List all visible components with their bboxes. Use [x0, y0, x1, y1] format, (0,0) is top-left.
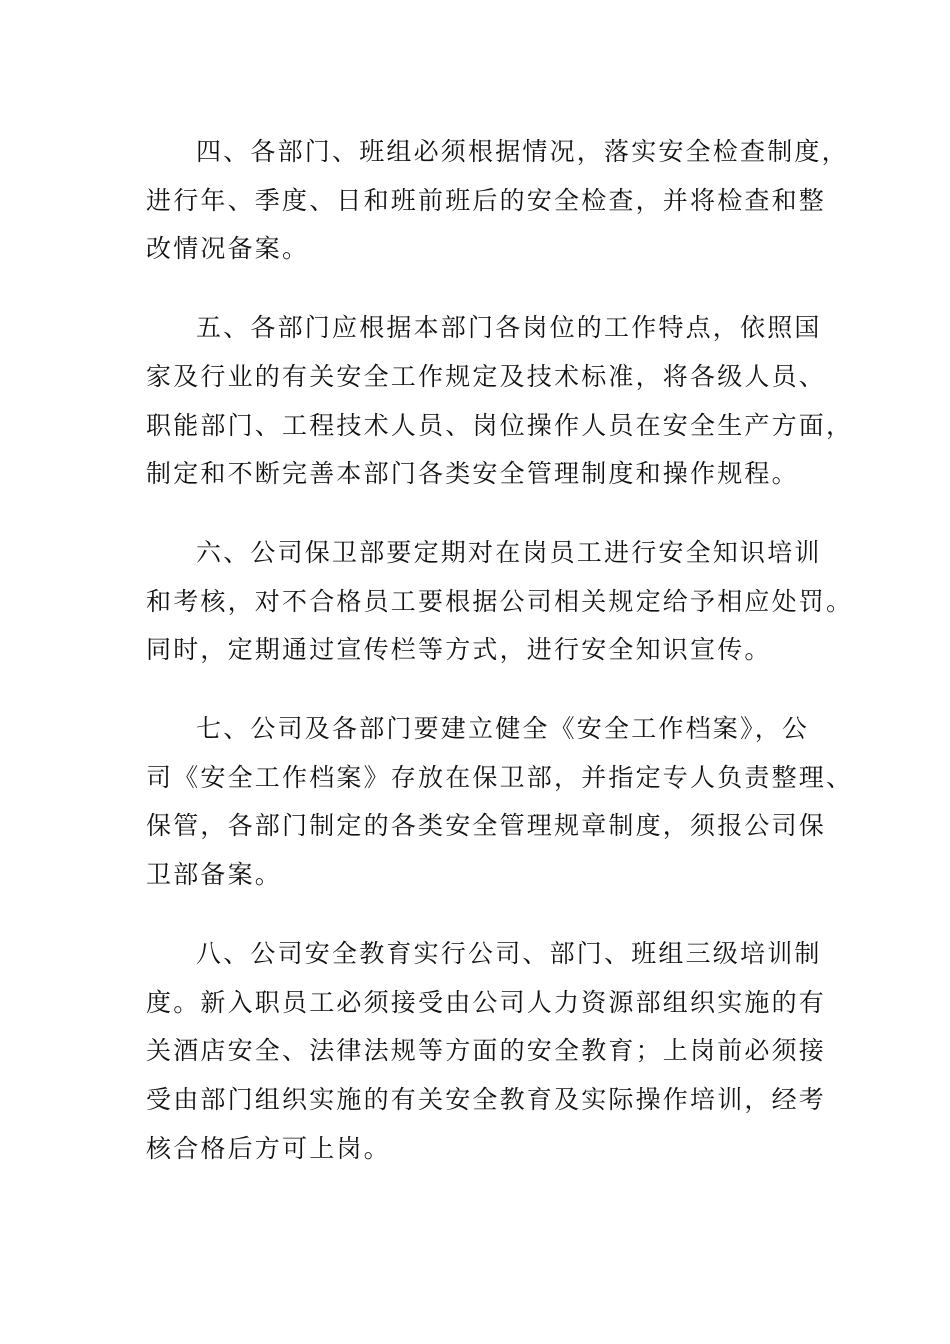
paragraph-7: [146, 705, 854, 900]
paragraph-line: 和考核，对不合格员工要根据公司相关规定给予相应处罚。: [146, 586, 854, 616]
paragraph-line: 职能部门、工程技术人员、岗位操作人员在安全生产方面，: [146, 410, 854, 440]
paragraph-line: 五、各部门应根据本部门各岗位的工作特点，依照国: [196, 313, 822, 343]
paragraph-line: 六、公司保卫部要定期对在岗员工进行安全知识培训: [196, 537, 822, 567]
paragraph-line: 改情况备案。: [146, 234, 310, 264]
paragraph-line: 家及行业的有关安全工作规定及技术标准，将各级人员、: [146, 361, 827, 391]
paragraph-line: 七、公司及各部门要建立健全《安全工作档案》，公: [196, 714, 810, 744]
paragraph-line: 受由部门组织实施的有关安全教育及实际操作培训，经考: [146, 1084, 827, 1114]
paragraph-line: 核合格后方可上岗。: [146, 1133, 391, 1163]
paragraph-6: [146, 529, 854, 675]
paragraph-line: 司《安全工作档案》存放在保卫部，并指定专人负责整理、: [146, 762, 854, 792]
paragraph-line: 度。新入职员工必须接受由公司人力资源部组织实施的有: [146, 987, 827, 1017]
paragraph-line: 卫部备案。: [146, 860, 283, 890]
paragraph-line: 四、各部门、班组必须根据情况，落实安全检查制度，: [196, 137, 849, 166]
paragraph-4: [146, 128, 849, 274]
document-body: [146, 128, 854, 1203]
paragraph-line: 八、公司安全教育实行公司、部门、班组三级培训制: [196, 938, 822, 968]
paragraph-line: 进行年、季度、日和班前班后的安全检查，并将检查和整: [146, 185, 827, 215]
paragraph-8: [146, 930, 827, 1174]
paragraph-5: [146, 304, 854, 499]
paragraph-line: 保管，各部门制定的各类安全管理规章制度，须报公司保: [146, 811, 827, 841]
paragraph-line: 同时，定期通过宣传栏等方式，进行安全知识宣传。: [146, 635, 772, 665]
paragraph-line: 关酒店安全、法律法规等方面的安全教育；上岗前必须接: [146, 1036, 827, 1066]
paragraph-line: 制定和不断完善本部门各类安全管理制度和操作规程。: [146, 459, 799, 489]
